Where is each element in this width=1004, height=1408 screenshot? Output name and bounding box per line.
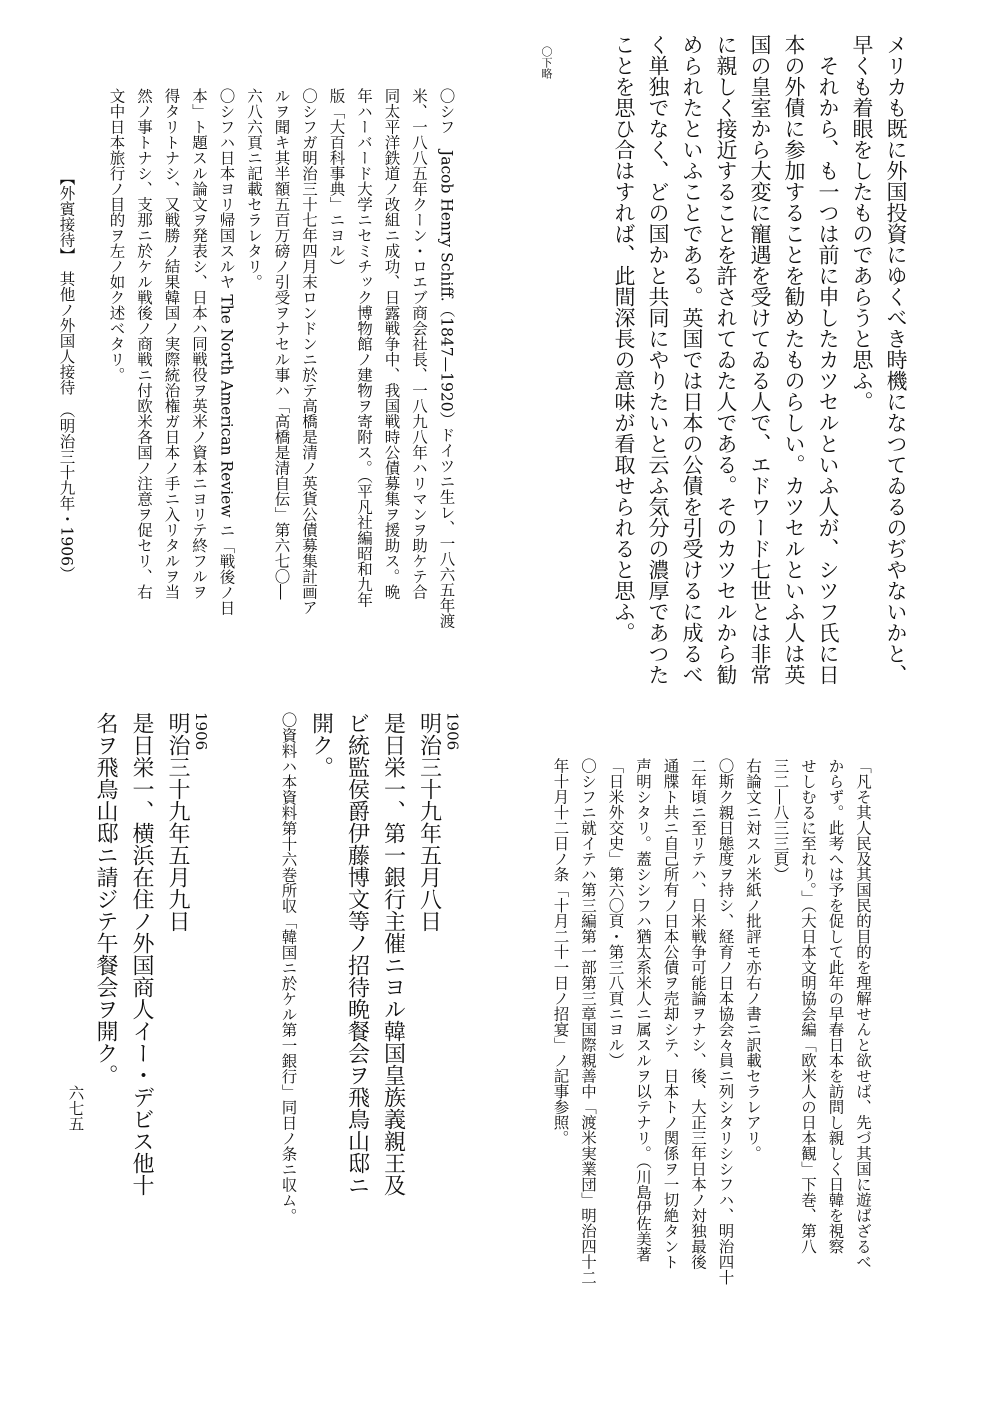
quote-line: 「凡そ其人民及其国民的目的を理解せんと欲せば、先づ其国に遊ばざるべ — [854, 758, 872, 1270]
main-text-line: 早くも着眼をしたものであらうと思ふ。 — [850, 34, 874, 412]
annotation-line: 年ハーバード大学ニセミチック博物館ノ建物ヲ寄附ス。（平凡社編昭和九年 — [355, 88, 373, 608]
annotation-line: 六八六頁ニ記載セラレタリ。 — [245, 88, 263, 290]
annotation-line: 米、一八八五年クーン・ロエブ商会社長、一八九八年ハリマンヲ助ケテ合 — [410, 88, 428, 600]
main-text-line: メリカも既に外国投資にゆくべき時機になつてゐるのぢやないかと、 — [884, 34, 908, 685]
entry-year: 1906 — [443, 712, 462, 751]
entry-text-line: ビ統監侯爵伊藤博文等ノ招待晩餐会ヲ飛鳥山邸ニ — [344, 712, 370, 1196]
quote-line: 〇シフニ就イテハ第三編第一部第三章国際親善中「渡米実業団」明治四十二 — [579, 758, 597, 1285]
main-text-line: それから、も一つは前に申したカツセルといふ人が、シツフ氏に日 — [816, 34, 840, 685]
quote-line: せしむるに至れり。」（大日本文明協会編「欧米人の日本観」下巻、第八 — [799, 758, 817, 1254]
main-text-line: ことを思ひ合はすれば、此間深長の意味が看取せられると思ふ。 — [612, 34, 636, 643]
entry-text-line: 是日栄一、第一銀行主催ニヨル韓国皇族義親王及 — [380, 712, 406, 1196]
annotation-block — [96, 88, 454, 663]
entry-text-line: 開ク。 — [308, 712, 334, 778]
entry-date: 明治三十九年五月八日 — [416, 712, 442, 932]
annotation-line: 文中日本旅行ノ目的ヲ左ノ如ク述ベタリ。 — [107, 88, 126, 383]
abbrev-note: 〇下略 — [540, 46, 553, 79]
main-text-line: く単独でなく、どの国かと共同にやりたいと云ふ気分の濃厚であつた — [646, 34, 670, 685]
quote-line: 声明シタリ。蓋シシフハ猶太系米人ニ属スルヲ以テナリ。（川島伊佐美著 — [634, 758, 652, 1262]
main-text-line: に親しく接近することを許されてゐた人である。そのカツセルから勧 — [714, 34, 738, 685]
page-number — [55, 1085, 83, 1145]
quote-line: からず。此考へは予を促して此年の早春日本を訪問し親しく日韓を視察 — [826, 758, 845, 1254]
annotation-line: 〇シフ Jacob Henry Schiff.（1847—1920）ドイツニ生レ、一八六五年渡 — [437, 88, 456, 629]
main-text-block — [600, 34, 908, 685]
entry-text-line: 名ヲ飛鳥山邸ニ請ジテ午餐会ヲ開ク。 — [93, 712, 118, 1086]
annotation-line: 本」ト題スル論文ヲ発表シ、日本ハ同戦役ヲ英米ノ資本ニヨリテ終フルヲ — [190, 88, 208, 600]
entry-may-9 — [80, 712, 208, 1312]
main-text-line: 本の外債に参加することを勧めたものらしい。カツセルといふ人は英 — [782, 34, 806, 685]
annotation-line: 同太平洋鉄道ノ改組ニ成功、日露戦争中、我国戦時公債募集ヲ援助ス。晩 — [382, 88, 401, 600]
abbrev-marker — [538, 46, 552, 86]
annotation-line: 版「大百科事典」ニヨル） — [327, 88, 346, 274]
entry-text-line: 是日栄一、横浜在住ノ外国商人イー・デビス他十 — [129, 712, 154, 1196]
quote-line: 通牒ト共ニ自己所有ノ日本公債ヲ売却シテ、日本トノ関係ヲ一切絶タント — [661, 758, 680, 1270]
quote-line: 二年頃ニ至リテハ、日米戦争可能論ヲナシ、後、大正三年日本ノ対独最後 — [689, 758, 707, 1270]
annotation-line: 得タリトナシ、又戦勝ノ結果韓国ノ実際統治権ガ日本ノ手ニ入リタルヲ当 — [162, 88, 181, 600]
main-text-line: められたといふことである。英国では日本の公債を引受けるに成るべ — [680, 34, 704, 685]
annotation-line: 然ノ事トナシ、支那ニ於ケル戦後ノ商戦ニ付欧米各国ノ注意ヲ促セリ、右 — [135, 88, 153, 600]
quote-line: 年十月十二日ノ条「十月二十一日ノ招宴」ノ記事参照。 — [551, 758, 570, 1146]
quote-line: 右論文ニ対スル米紙ノ批評モ亦右ノ書ニ訳載セラレアリ。 — [744, 758, 762, 1161]
page-number-text: 六七五 — [66, 1085, 85, 1132]
quote-line: 〇斯ク親日態度ヲ持シ、経育ノ日本協会々員ニ列シタリシシフハ、明治四十 — [716, 758, 735, 1285]
section-header-text: 【外賓接待】 其他ノ外国人接待 （明治三十九年・1906） — [57, 170, 76, 582]
annotation-line: ルヲ聞キ其半額五百万磅ノ引受ヲナセル事ハ「高橋是清自伝」第六七〇― — [272, 88, 291, 600]
entry-source-note: 〇資料ハ本資料第十六巻所収「韓国ニ於ケル第一銀行」同日ノ条ニ収ム。 — [279, 712, 298, 1224]
quote-line: 「日米外交史」第六〇頁・第三八頁ニヨル） — [606, 758, 625, 1068]
annotation-line: 〇シフハ日本ヨリ帰国スルヤ The North American Review ニ「戦後ノ日 — [217, 88, 236, 616]
section-header — [46, 170, 74, 590]
quote-line: 三二―八三三頁） — [771, 758, 790, 882]
entry-may-8 — [268, 712, 460, 1312]
entry-year: 1906 — [192, 712, 210, 751]
entry-date: 明治三十九年五月九日 — [165, 712, 190, 932]
annotation-line: 〇シフガ明治三十七年四月末ロンドンニ於テ高橋是清ノ英貨公債募集計画ア — [300, 88, 318, 615]
main-text-line: 国の皇室から大変に寵遇を受けてゐる人で、エドワード七世とは非常 — [748, 34, 772, 685]
quote-block — [540, 758, 870, 1333]
